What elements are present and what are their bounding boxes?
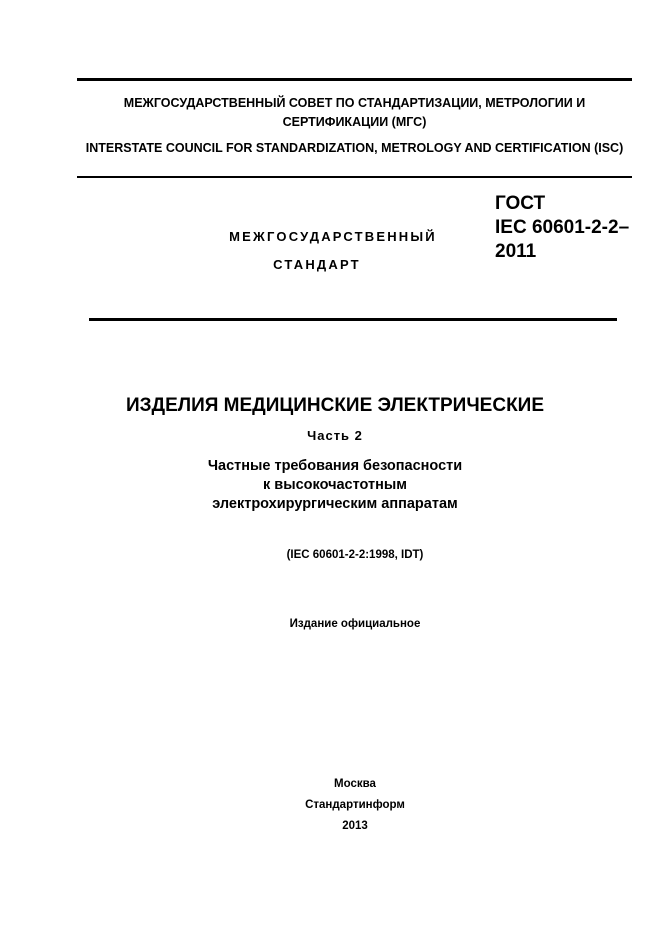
top-rule xyxy=(77,78,632,81)
imprint-city: Москва xyxy=(334,778,376,790)
standard-type-label xyxy=(205,223,505,279)
standard-code-line3: 2011 xyxy=(495,241,537,262)
subtitle-line1: Частные требования безопасности xyxy=(207,458,463,474)
standard-code-line2: IEC 60601-2-2– xyxy=(495,217,630,238)
part-label: Часть 2 xyxy=(307,428,363,443)
document-title: ИЗДЕЛИЯ МЕДИЦИНСКИЕ ЭЛЕКТРИЧЕСКИЕ xyxy=(125,395,545,416)
standard-code-line1: ГОСТ xyxy=(495,193,546,214)
header-divider xyxy=(77,176,632,178)
imprint-publisher: Стандартинформ xyxy=(305,799,405,811)
council-name-en: INTERSTATE COUNCIL FOR STANDARDIZATION, METROLOGY AND CERTIFICATION (ISC) xyxy=(85,141,624,155)
standard-type-line2: СТАНДАРТ xyxy=(273,257,361,272)
council-name-ru: МЕЖГОСУДАРСТВЕННЫЙ СОВЕТ ПО СТАНДАРТИЗАЦИИ, МЕТРОЛОГИИ И СЕРТИФИКАЦИИ (МГС) xyxy=(123,96,586,129)
title-divider xyxy=(89,318,617,321)
imprint-year: 2013 xyxy=(342,820,368,832)
subtitle-line3: электрохирургическим аппаратам xyxy=(212,496,458,512)
standard-type-line1: МЕЖГОСУДАРСТВЕННЫЙ xyxy=(229,229,437,244)
document-subtitle xyxy=(80,457,590,514)
iec-reference: (IEC 60601-2-2:1998, IDT) xyxy=(286,549,424,561)
standard-code xyxy=(495,192,629,264)
subtitle-line2: к высокочастотным xyxy=(263,477,407,493)
edition-label: Издание официальное xyxy=(289,618,421,630)
